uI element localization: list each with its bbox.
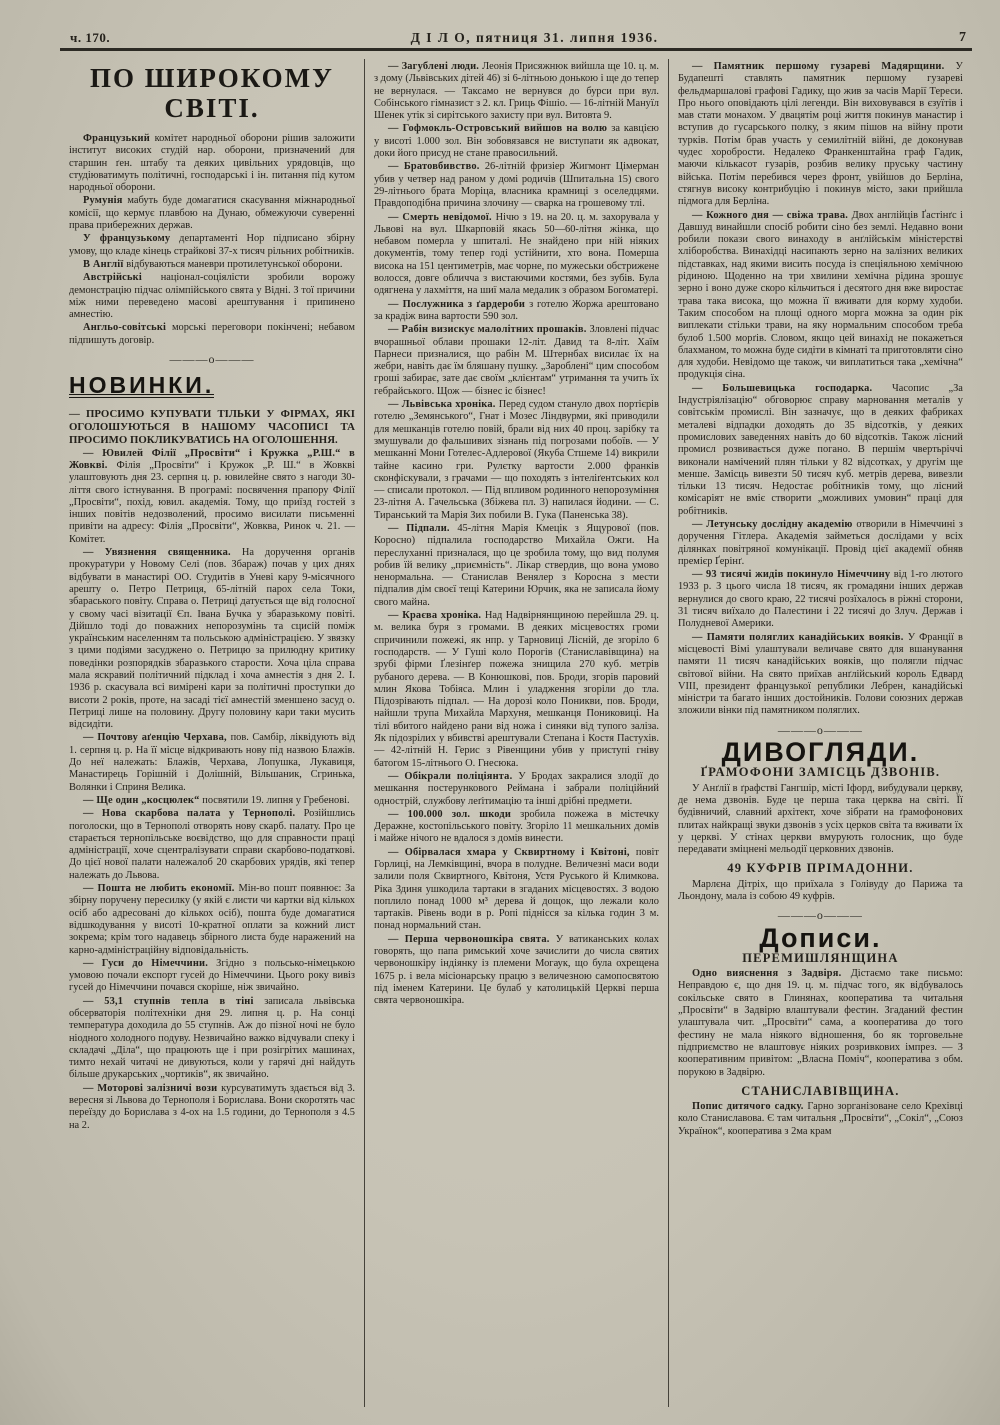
section-title-novynky: НОВИНКИ. [69, 372, 215, 399]
section-divider: ———о——— [777, 908, 863, 923]
news-item: — Послужника з ґардероби з готелю Жоржа арештовано за крадіж вина вартости 590 зол. [373, 298, 659, 322]
subhead-peremyshlianshchyna: ПЕРЕМИШЛЯНЩИНА [742, 950, 899, 965]
item-lead: — Обікрали поліціянта. [387, 770, 519, 782]
item-lead: В Англії [83, 258, 127, 270]
news-item: — 100.000 зол. шкоди зробила пожежа в містечку Деражне, костопільського повіту. Згоріло 11 мешкальних домів і майже нічого не вдалося з домів винести. [373, 808, 659, 845]
item-lead: Австрійські [83, 272, 161, 284]
news-item: — Кожного дня — свіжа трава. Двох англійців Ґастінґс і Давшуд винайшли спосіб робити сіно без землі. Недавно вони робили покази свого винаходу в анґлійськім міністерстві хліборобства. Винахідці насипають зерно на залізних великих підставках, над якими висить посуда із спеціяльною хемічною рідиною. Щоденно на три хвилини хемічна рідина зрошує зерно і воно дуже скоро кільчиться і десятого дня вже виростає трава така висока, що можна її вживати для корму худоби. Таким способом на площі одного морга можна за один рік виплекати стільки трави, на яку нормальним способом треба булоб 1.500 морґів. Словом, якщо цей винахід не покажеться блахманом, то можна буде сидіти в кімнаті та приготовляти сіно для худоби. Невідомо ще також, чи виплатиться така „хемічна“ продукція сіна. [677, 209, 963, 381]
news-item: Австрійські націонал-соціялісти зробили ворожу демонстрацію підчас олімпійського свята у Відні. З тої причини між ними переведено масові арештування і припинено амнестію. [69, 272, 355, 321]
item-lead: — Ще один „косцюлек“ [83, 794, 203, 806]
news-item: — Нова скарбова палата у Тернополі. Розійшлись поголоски, що в Тернополі отворять нову скарб. палату. Про це старається тернопільське воєвідство, що для справности праці адміністрації, хоче сцентралізувати справи скарбово-податкові. До цієї нової палати належалоб 20 скарбових урядів, які тепер належать до Львова. [69, 808, 355, 881]
news-item: У французькому департаменті Нор підписано збірну умову, що кладе кінець страйкові 37-х тисяч рільних робітників. [69, 233, 355, 257]
news-item: — Гуси до Німеччини. Згідно з польсько-німецькою умовою почали експорт гусей до Німеччини. Цього року вивіз гусей до Німеччини почався скоріше, ніж звичайно. [69, 957, 355, 994]
item-lead: — Обірвалася хмара у Сквиртному і Квітоні, [387, 846, 636, 858]
item-lead: — Гуси до Німеччини. [83, 957, 217, 969]
news-item: — Ще один „косцюлек“ посвятили 19. липня у Гребенові. [83, 794, 350, 806]
section-title-po-shyrokomu-sviti: ПО ШИРОКОМУ СВІТІ. [90, 63, 334, 123]
news-item: — Рабін визискує малолітних прошаків. Зловлені підчас вчорашньої облави прошаки 12-літ. Давид та 8-літ. Хаїм Парнеси призналися, що рабін М. Штернбах висилає їх на жебри, навіть дає їм бляшану пушку. „Зароблені“ цим способом гроші забирає, зате дає своїм „клієнтам“ утримання та учить їх гебрайського. Щож — бізнес іс бізнес! [373, 324, 659, 397]
masthead: Д І Л О, пятниця 31. липня 1936. [410, 30, 659, 45]
column-1 [60, 59, 364, 1407]
item-lead: У французькому [83, 233, 180, 245]
news-item: — Увязнення священника. На доручення органів прокуратури у Новому Селі (пов. Збараж) почав у цих днях відбувати в манастирі ОО. Студитів в Уневі кару 9-місячного арешту о. Петро Петриця, 65-літній парох села Токи, збараського повіту. Справа о. Петриці датується ще від голосної у свому часі візитації Єп. Івана Бучка у збаразькому повіті. Дійшло тоді до поважних непорозумінь та сцисій поміж українським населенням та польською адміністрацією. У звязку з цими подіями засуджено о. Петрицю за прилюдну критику поведінки розпорядків збаразького старости. Хоча ціла справа мала яскравий політичний підклад і хоча амнестія з дня 2. І. 1936 р. скасувала всі вимірені кари за політичні проступки до висоти 2 років, проте, на засаді тієї амнестій зменшено засуд о. Петриці лише на половину. Другу половину кари таки мусить відсидіти. [69, 547, 355, 731]
item-lead: — Кожного дня — свіжа трава. [691, 209, 852, 221]
news-item: — 53,1 ступнів тепла в тіні записала львівська обсерваторія політехніки дня 29. липня ц. р. На сонці температура доходила до 55 ступнів. Аж до пізної ночі не було ніодного холодного подуву. Незвичайно важко відчували спеку і складачі „Діла“, що працюють ще і при розігрітих машинах, тимто нехай читачі не дивуються, коли у гарячі дні найдуть більше друкарських „чортиків“, як звичайно. [69, 995, 355, 1081]
news-item: Попис дитячого садку. Гарно зорганізоване село Крехівці коло Станиславова. Є там читальня „Просвіти“, „Сокіл“, „Союз Українок“, кооператива з 2ма крам [677, 1101, 963, 1137]
news-item: — Львівська хроніка. Перед судом стануло двох портієрів готелю „Земянського“, Гнат і Мозес Ліндвурми, які приводили для мешканців готелю повій, брали від них 40 проц. зарібку та змушували до фальшивих зізнань під погрозами побоїв. — У мешканні Мони Готелес-Адлерової (Якуба Стшеме 14) викрили тайне касино гри. Рулєтку вартости 2.000 франків сконфіскували, з грачами — що походять з інтеліґентських кол — списали протокол. — Під впливом родинного непорозуміння 23-літня А. Гачельська (Збіжева пл. 3) напилася йодини. — С. Тиранський та Марія Зих побили В. Гука (Паненська 38). [373, 399, 659, 521]
page-number: 7 [958, 30, 966, 45]
item-lead: — Рабін визискує малолітних прошаків. [387, 324, 590, 336]
news-item: — Перша червоношкіра свята. У ватиканських колах говорять, що папа римський хоче зачислити до числа святих червоношкіру індіянку із племени Могаук, що була охрещена 1675 р. і вела місіонарську працю з величезною самопосвятою під іменем Катерини. Це булаб у католицькій Церкві перша свята червоношкіра. [373, 933, 659, 1007]
item-lead: — Львівська хроніка. [387, 399, 499, 411]
news-item: У Анґлії в ґрафстві Гангшір, місті Іфорд, вибудували церкву, де нема дзвонів. Буде це перша така церква на світі. Її будівничий, славний архітект, хоче зібрати на ґрамофонових плитах найкращі звуки дзвонів з усіх церков світа та вживати їх у церкві. У стінах церкви вмурують голосник, що буде передавати зміцнені мельодії церковних дзвонів. [677, 782, 963, 856]
section-title-dyvohliady: ДИВОГЛЯДИ. [721, 737, 920, 768]
section-divider: ———о——— [169, 352, 255, 367]
item-lead: Попис дитячого садку. [691, 1101, 808, 1113]
news-item: — Братовбивство. 26-літній фризіер Жигмонт Цімерман убив у четвер над раном у домі родичів (Шпитальна 15) свого 29-літнього брата Моріца, власника крамниці з оселедцями. Правдоподібна причина злочину — сварка на грошевому тлі. [373, 161, 659, 210]
news-item: — Гофмокль-Островський вийшов на волю за кавцією у висоті 1.000 зол. Він зобовязався не виступати як адвокат, доки його присуд не стане правосильний. [373, 123, 659, 160]
item-lead: — Підпали. [387, 522, 458, 534]
item-lead: — 100.000 зол. шкоди [387, 808, 521, 820]
heading-row [69, 369, 355, 407]
news-item: — Памяти поляглих канадійських вояків. У Франції в місцевості Вімі улаштували величаве свято для вшанування памяти 11 тисяч канадійських вояків, що полягли підчас світової війни. На свято приїхав анґлійський король Едвард VIII, президент французької републики Лебрен, канадійські міністри та багато інших достойників. Голови союзних держав зложили вінки під памятником поляглих. [677, 631, 963, 717]
item-lead: Англьо-совітські [83, 322, 172, 334]
item-lead: — Памяти поляглих канадійських вояків. [691, 631, 908, 643]
news-item: — Підпали. 45-літня Марія Кмецік з Ящурової (пов. Коросно) підпалила господарство Михайла Ожги. На переслуханні призналася, що це зробила тому, що вид полумя робив їй велику „приємність“. Лікар ствердив, що вона умово ненормальна. — Станислав Венялер з Коросна з мести підпалив дім своєї тещі Катерини Юрчик, яка не записала йому свого майна. [373, 522, 659, 608]
item-lead: — Послужника з ґардероби [387, 298, 530, 310]
item-lead: Французький [83, 133, 155, 144]
item-lead: — Летунську дослідну академію [691, 518, 857, 530]
news-item: Румунія мабуть буде домагатися скасування міжнародньої комісії, що кермує плавбою на Дунаю, обмежуючи суверенні права прибережних держав. [69, 195, 355, 232]
item-lead: — Братовбивство. [387, 161, 485, 173]
column-2 [364, 59, 668, 1407]
news-item: — Большевицька господарка. Часопис „За Індустріялізацію“ обговорює справу марновання металів у совітськім промислі. Він зазначує, що в деяких фабриках металеві відпадки доходять до 35 відсотків, у деяких промислових заведеннях навіть до 60 відсотків. Також лісний промисл розвивається дуже погано. В першім чвертьріччі виконали намічений плян тільки у 82 відсотках, у другім ще менше. Замісць вивезти 50 тисяч куб. метрів дерева, вивезли тільки 13 тисяч. Недостає робітників тому, що лісний комісаріят не вміє створити „можливих умовин“ праці для робітників. [677, 382, 963, 517]
item-lead: — Гофмокль-Островський вийшов на волю [387, 123, 612, 135]
news-item: — Обірвалася хмара у Сквиртному і Квітоні, повіт Горлиці, на Лемківщині, вчора в полудне. Величезні маси води залили поля Сквиртного, Квітоня, Устя Руського й Климкова. Ріка Здиня ушкодила тартаки в згаданих місцевостях. З водою поплило понад 1000 м³ дерева й дощок, що лежали коло тартаків. Рівень води в р. Ропі піднісся за кілька годин 3 м. понад нормальний стан. [373, 846, 659, 932]
news-item: Марлєна Дітріх, що приїхала з Голівуду до Парижа та Льондону, мала із собою 49 куфрів. [677, 878, 963, 902]
item-lead: — Почтову аґенцію Черхава, [83, 732, 231, 744]
columns-container [60, 59, 972, 1407]
news-item: — Смерть невідомої. Нічю з 19. на 20. ц. м. захорувала у Львові на вул. Шкарповій якась 50—60-літня жінка, що небавом померла у шпиталі. Не знайдено при ній ніяких документів, тому тепер годі устійнити, хто вона. Померша висока на 151 центиметрів, має чорне, по мужеськи обстрижене волосся, довге обличча з вистаючими костями, без зубів. Була одягнена у лахміття, на шиї мала медалик з образом Богоматері. [373, 211, 659, 297]
news-item: — 93 тисячі жидів покинуло Німеччину від 1-го лютого 1933 р. З цього числа 18 тисяч, як громадяни інших держав вернулися до свого краю, 22 тисячі розїхалось в ріжні сторони, 31 тисяч виїхало до Палестини і 22 тисячі до Злуч. Держав і Полудневої Америки. [677, 569, 963, 630]
item-lead: — Ювилей Філії „Просвіти“ і Кружка „Р.Ш.“ в Жовкві. [69, 447, 355, 471]
item-lead: — Перша червоношкіра свята. [387, 933, 556, 945]
item-lead: — Нова скарбова палата у Тернополі. [83, 808, 304, 820]
news-item: — Летунську дослідну академію отворили в Німеччині з доручення Гітлера. Академія займеться дослідами у всіх ділянках повітряної комунікації. Провід цієї академії обняв премієр Ґерінґ. [677, 518, 963, 567]
news-item: Англьо-совітські морські переговори покінчені; небавом підпишуть договір. [69, 322, 355, 346]
news-item: Французький комітет народньої оборони рішив заложити інститут високих студій нар. оборони, призначений для старшин ґен. штабу та деяких цивільних урядовців, що студіюватимуть політичні, господарські і ін. питання під кутом народньої оборони. [69, 133, 355, 194]
item-lead: Одно вияснення з Задвіря. [691, 968, 851, 980]
item-lead: — Краєва хроніка. [387, 610, 485, 622]
news-item: — Памятник першому гузареві Мадярщини. У Будапешті ставлять памятник першому гузареві фельдмаршалові графові Гадику, що жив за часів Марії Тереси. Про нього оповідають цілі легенди. Він виховувався в єзуїтів і мав стати монахом. У двацятім році життя покинув манастир і вступив до гусарського полку, з яким пішов на війну проти турків. Потім брав участь у семилітній війні, де доконував чудес хоробрости. Недалеко Франкенштайна граф Гадик, маючи кількасот гузарів, розбив велику пруську частину війська. Потім перебився через фронт, увійшов до Берліна, стягнув високу контрибуцію і покинув місто, заки прийшла підмога для Берліна. [677, 61, 963, 208]
news-item: В Англії відбуваються маневри протилетунської оборони. [83, 258, 343, 270]
news-item: — Почтову аґенцію Черхава, пов. Самбір, ліквідують від 1. серпня ц. р. На її місце відкривають нову під назвою Блажів. До неї належать: Блажів, Черхава, Лопушка, Лукавиця, Манастирець Горішній і Долішній, Вільшаник, Сгринька, Волянки і Сприня Велика. [69, 732, 355, 793]
item-lead: — Моторові залізничі вози [83, 1082, 222, 1094]
item-lead: — Смерть невідомої. [387, 211, 496, 223]
item-lead: — Загублені люди. [387, 61, 483, 72]
item-lead: Румунія [83, 195, 128, 207]
item-lead: — 93 тисячі жидів покинуло Німеччину [691, 569, 894, 581]
section-title-dopysy: Дописи. [759, 922, 882, 953]
subhead-kufry: 49 КУФРІВ ПРІМАДОННИ. [727, 861, 914, 876]
news-item: — Загублені люди. Леонія Присяжнюк вийшла ще 10. ц. м. з дому (Львівських дітей 46) зі 6-літньою донькою і ще до тепер не вернулася. — Таксамо не вернувся до бурси при вул. Собінського гімназист з 2. кл. Гриць Фішіо. — 16-літній Мануїл Шенек утік зі сирітського захисту при вул. Витовта 9. [373, 61, 659, 122]
page-header [60, 18, 972, 51]
issue-number: ч. 170. [70, 30, 111, 45]
news-item: — ПРОСИМО КУПУВАТИ ТІЛЬКИ У ФІРМАХ, ЯКІ ОГОЛОШУЮТЬСЯ В НАШОМУ ЧАСОПИСІ ТА ПРОСИМО ПОКЛИКУВАТИСЬ НА ОГОЛОШЕННЯ. [69, 407, 355, 446]
news-item: — Ювилей Філії „Просвіти“ і Кружка „Р.Ш.“ в Жовкві. Філія „Просвіти“ і Кружок „Р. Ш.“ в Жовкві улаштовують дня 23. серпня ц. р. ювилейне свято з нагоди 30-ліття свого істнування. В програмі: посвячення прапору Філії „Просвіти“, похід, ювил. академія. Тому, що приїзд гостей з інших повітів недозволений, просимо висилати письменні привіти на адресу: Філія „Просвіти“, Жовква, Ринок ч. 21. — Комітет. [69, 447, 355, 545]
item-lead: — Увязнення священника. [83, 547, 242, 559]
section-divider: ———о——— [777, 722, 863, 737]
news-item: — Пошта не любить економії. Мін-во пошт появнює: За збірну поручену пересилку (у якій є листи чи картки від кількох осіб або адресовані до кількох осіб), пошта буде домагатися відшкодування у висоті 10-кратної оплати за кожний лист зокрема; крім того надавець збірного листа буде наражений на карно-адміністраційну відповідальність. [69, 883, 355, 956]
item-lead: — 53,1 ступнів тепла в тіні [83, 995, 265, 1007]
item-lead: — Большевицька господарка. [691, 382, 893, 394]
news-item: Одно вияснення з Задвіря. Дістаємо таке письмо: Неправдою є, що дня 19. ц. м. підчас того, як відбувалось сокільське свято в Глинянах, кооператива та читальня „Просвіти“ в Задвірю влаштували фестин. Згаданий фестин улаштувала чит. „Просвіти“ сама, а кооператива до того фестину не мала ніякого відношення, бо як торговельне підприємство не влаштовує ніяких розривкових імпрез. — З кооперативним привітом: „Власна Поміч“, кооператива з обм. порукою в Задвірю. [677, 968, 963, 1078]
item-lead: — Пошта не любить економії. [83, 883, 239, 895]
subhead-stanyslavivshchyna: СТАНИСЛАВІВЩИНА. [741, 1083, 900, 1098]
news-item: — Моторові залізничі вози курсуватимуть здається від 3. вересня зі Львова до Тернополя і Борислава. Вони скоротять час переїзду до Борислава з 4-ох на 1.5 години, до Тернополя з 4.5 на 2. [69, 1082, 355, 1131]
column-3 [668, 59, 972, 1407]
subhead-gramofony: ҐРАМОФОНИ ЗАМІСЦЬ ДЗВОНІВ. [700, 765, 941, 780]
news-item: — Обікрали поліціянта. У Бродах закралися злодії до мешкання постерункового Реймана і забрали поліційний однострій, службову леґітимацію та інші дрібні предмети. [373, 770, 659, 807]
news-item: — Краєва хроніка. Над Надвірнянщиною перейшла 29. ц. м. велика буря з громами. В деяких місцевостях громи спричинили пожежі, як нпр. у Тарновиці Лісній, де згоріло 6 господарств. — У Гуші коло Порогів (Станиславівщина) на зрубі фірми Ґлезінґер пожежа знищила 270 куб. метрів рубаного дерева. — В Конюшкові, пов. Броди, згорів паровий млин Якова Тобіяса. Млин і уладження згоріли до тла. Підозрівають підпал. — На дорозі коло Поникви, пов. Броди, найшли трупа Михайла Мархуня, мешканця Пониковиці. На тілі вбитого найдено рани від ножа і синяки від тупого заліза. Як підозрілих у вбивстві арештували Степана і Костя Пастухів. — 42-літній Н. Герис з Рівенщини убив у приступі гніву батогом 15-літнього О. Гнесюка. [373, 610, 659, 769]
item-lead: — Памятник першому гузареві Мадярщини. [691, 61, 956, 72]
